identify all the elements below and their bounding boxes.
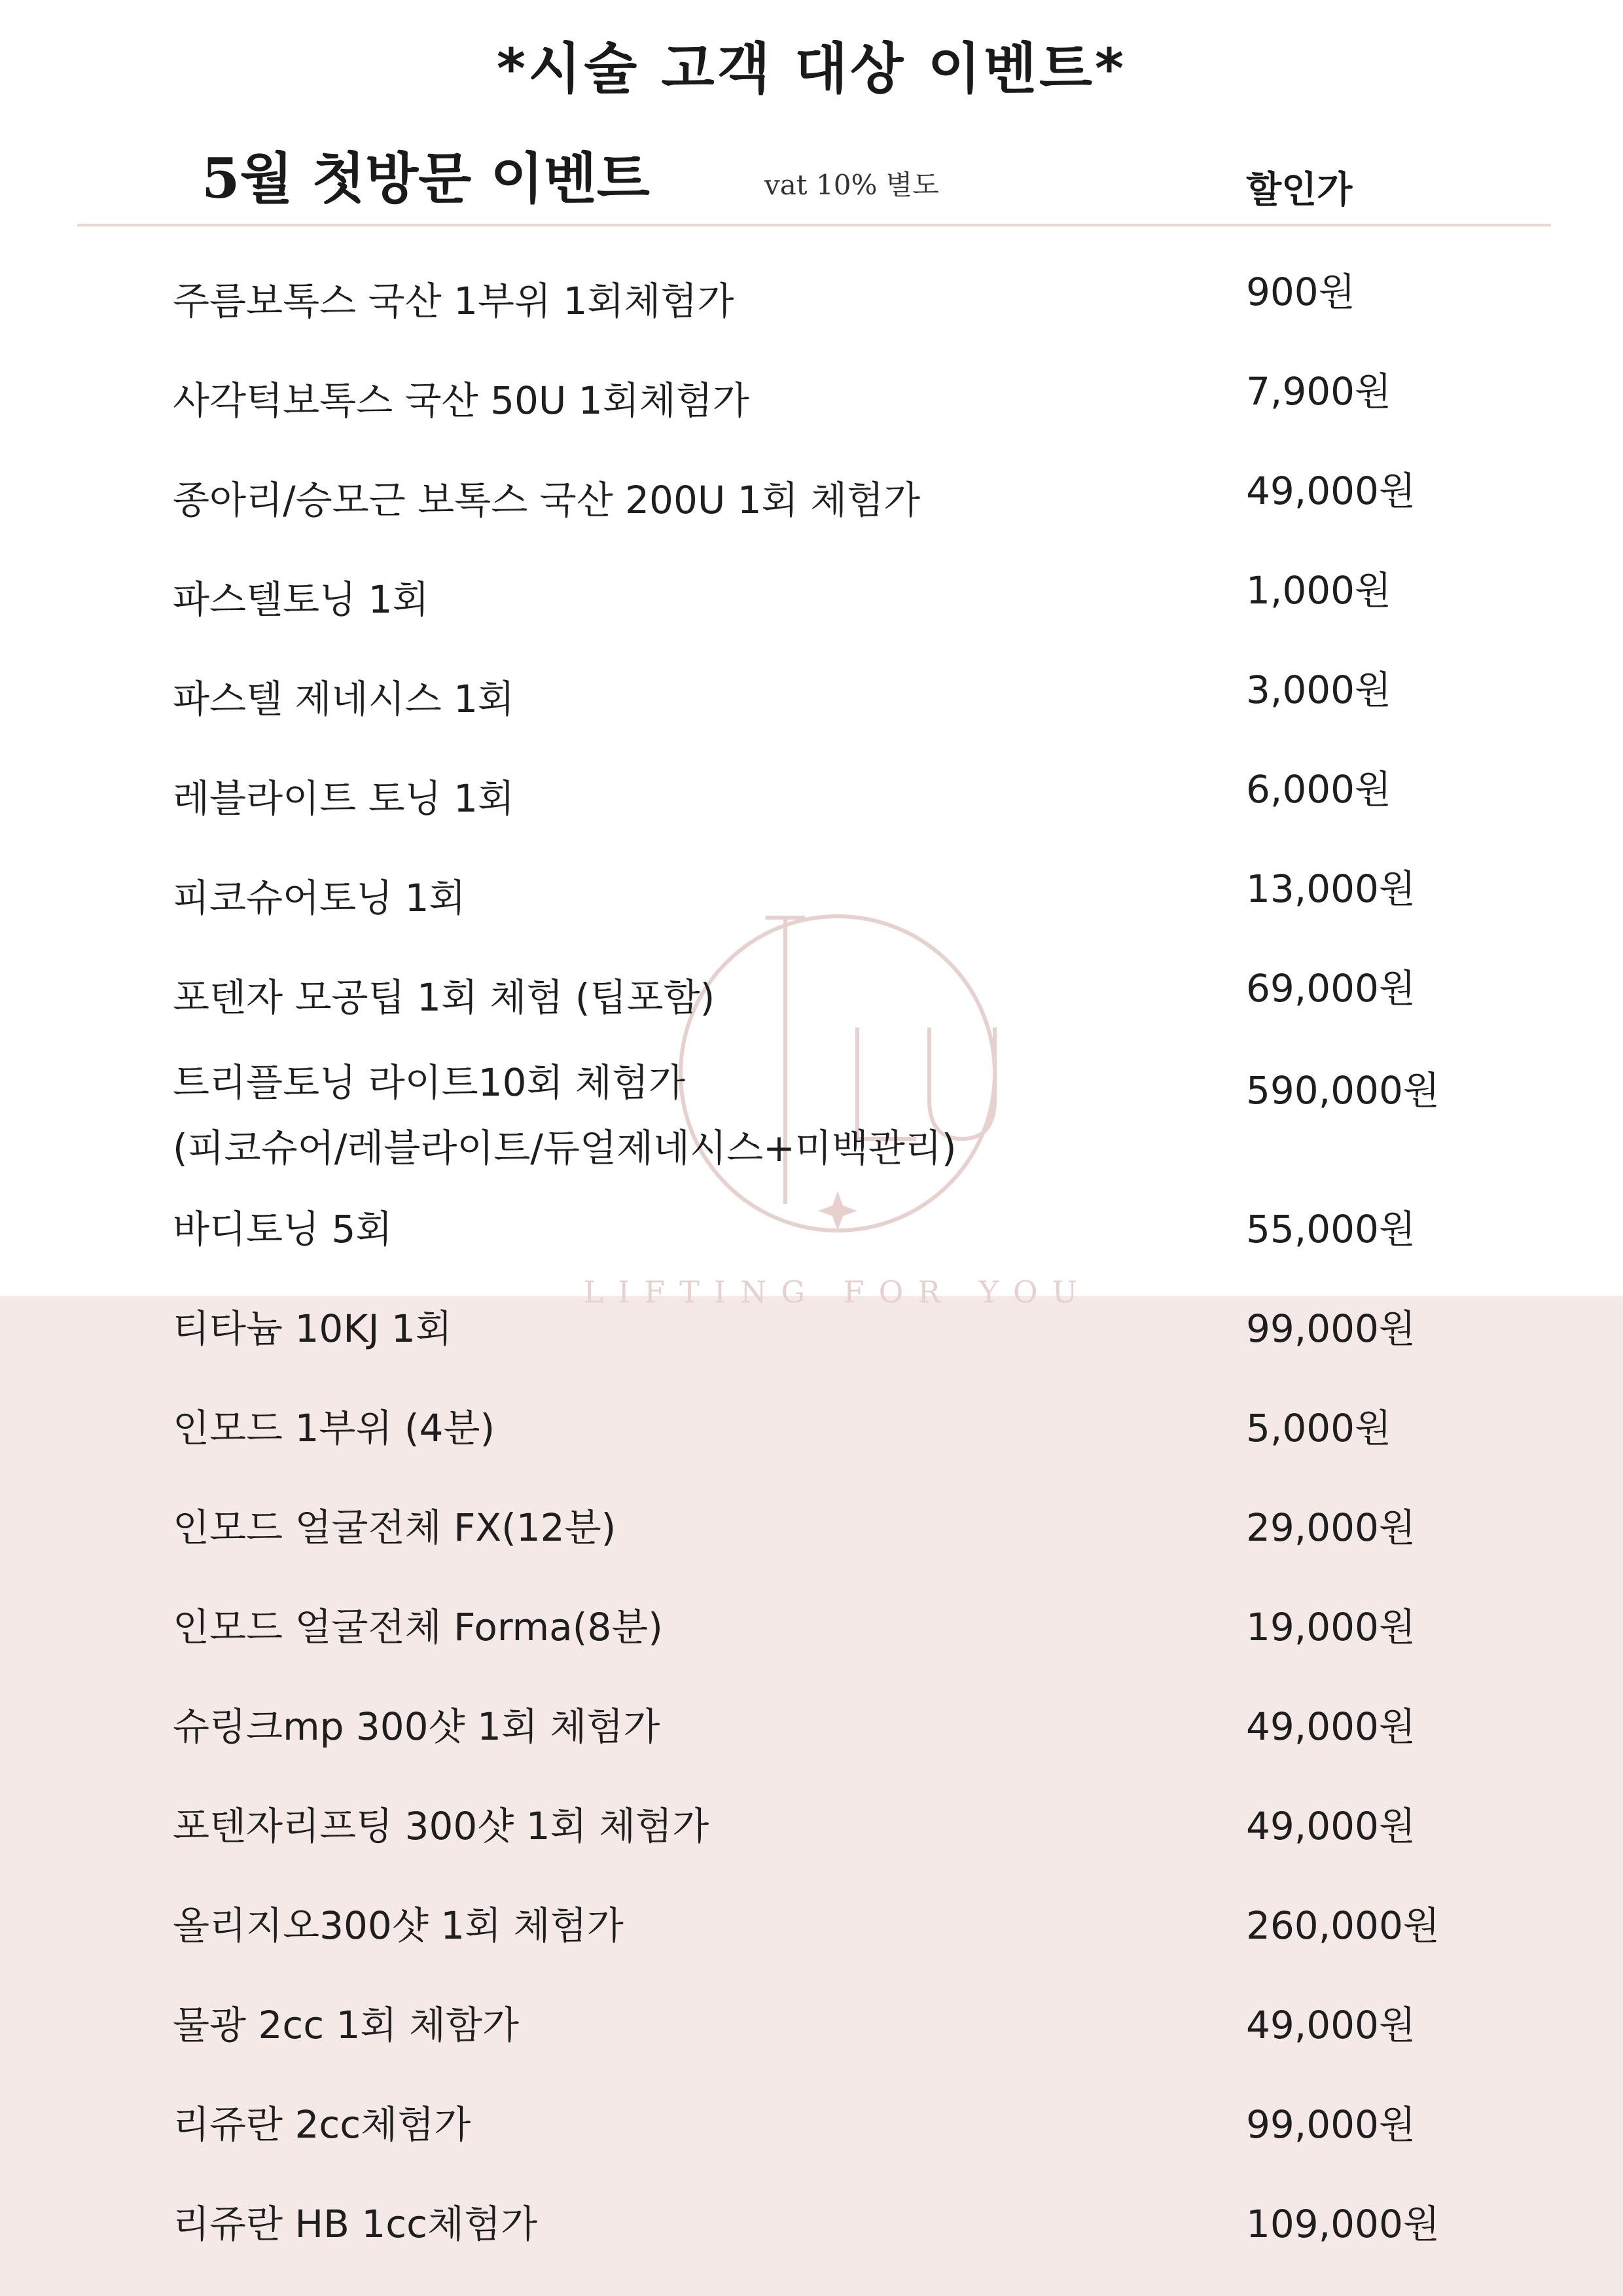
price-column-header: 할인가 — [1246, 169, 1353, 211]
item-name: 바디토닝 5회 — [173, 1207, 393, 1251]
item-name: 트리플토닝 라이트10회 체험가 — [173, 1060, 686, 1105]
item-name: 파스텔 제네시스 1회 — [173, 677, 514, 721]
header-divider — [77, 224, 1551, 226]
item-name: 티타늄 10KJ 1회 — [173, 1306, 452, 1351]
item-name: 슈링크mp 300샷 1회 체험가 — [173, 1704, 660, 1749]
item-price: 3,000원 — [1246, 668, 1392, 712]
item-name-detail: (피코슈어/레블라이트/듀얼제네시스+미백관리) — [173, 1126, 957, 1170]
item-price: 590,000원 — [1246, 1068, 1440, 1113]
item-name: 인모드 얼굴전체 FX(12분) — [173, 1505, 616, 1550]
brand-tagline: LIFTING FOR YOU — [583, 1274, 1092, 1310]
vat-note: vat 10% 별도 — [764, 169, 939, 201]
item-name: 포텐자리프팅 300샷 1회 체험가 — [173, 1804, 709, 1848]
item-price: 1,000원 — [1246, 568, 1392, 613]
item-name: 피코슈어토닝 1회 — [173, 876, 466, 920]
item-price: 29,000원 — [1246, 1505, 1416, 1550]
item-name: 사각턱보톡스 국산 50U 1회체험가 — [173, 378, 749, 423]
page-title: *시술 고객 대상 이벤트* — [497, 37, 1126, 101]
item-name: 인모드 얼굴전체 Forma(8분) — [173, 1605, 663, 1649]
item-price: 19,000원 — [1246, 1605, 1416, 1649]
item-price: 99,000원 — [1246, 1306, 1416, 1351]
brand-logo-watermark — [583, 903, 1092, 1310]
item-name: 주름보톡스 국산 1부위 1회체험가 — [173, 279, 734, 323]
item-price: 49,000원 — [1246, 1804, 1416, 1848]
item-price: 55,000원 — [1246, 1207, 1416, 1251]
item-name: 올리지오300샷 1회 체험가 — [173, 1903, 624, 1948]
item-name: 리쥬란 2cc체험가 — [173, 2102, 471, 2147]
item-name: 포텐자 모공팁 1회 체험 (팁포함) — [173, 975, 715, 1020]
item-price: 49,000원 — [1246, 1704, 1416, 1749]
event-subtitle: 5월 첫방문 이벤트 — [202, 146, 650, 211]
item-price: 6,000원 — [1246, 767, 1392, 812]
item-price: 13,000원 — [1246, 867, 1416, 911]
item-price: 7,900원 — [1246, 369, 1392, 414]
item-name: 파스텔토닝 1회 — [173, 577, 429, 622]
item-price: 69,000원 — [1246, 966, 1416, 1011]
item-price: 260,000원 — [1246, 1903, 1440, 1948]
item-name: 물광 2cc 1회 체함가 — [173, 2003, 520, 2047]
item-name: 레블라이트 토닝 1회 — [173, 776, 514, 821]
item-price: 5,000원 — [1246, 1406, 1392, 1450]
item-price: 900원 — [1246, 270, 1355, 314]
item-price: 99,000원 — [1246, 2102, 1416, 2147]
item-name: 리쥬란 HB 1cc체험가 — [173, 2202, 538, 2246]
item-name: 종아리/승모근 보톡스 국산 200U 1회 체험가 — [173, 478, 921, 522]
item-price: 49,000원 — [1246, 2003, 1416, 2047]
item-price: 49,000원 — [1246, 469, 1416, 513]
item-price: 109,000원 — [1246, 2202, 1440, 2246]
item-name: 인모드 1부위 (4분) — [173, 1406, 495, 1450]
